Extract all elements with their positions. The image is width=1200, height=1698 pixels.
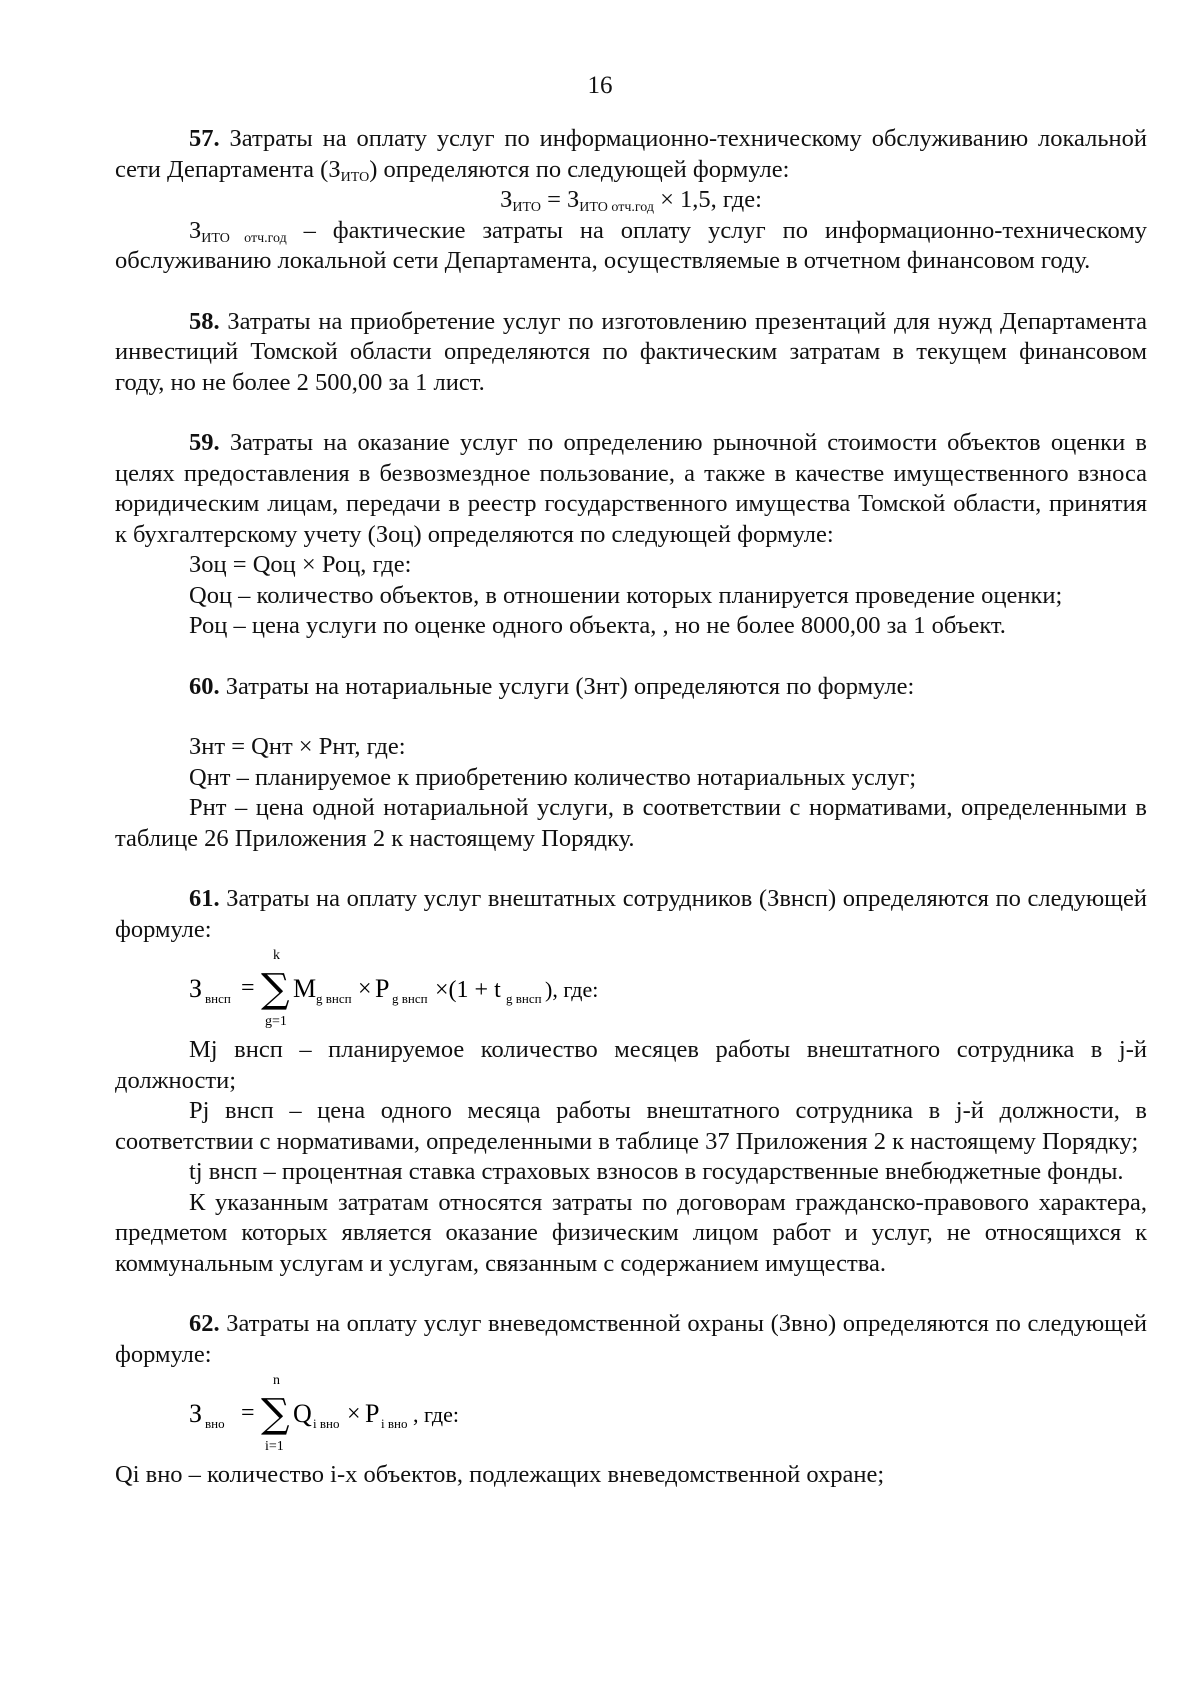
- f62-upper: n: [273, 1373, 280, 1388]
- s57-intro-sub: ИТО: [340, 169, 370, 185]
- f57-rhs-sub-a: ИТО: [579, 200, 608, 215]
- f62-lower: i=1: [265, 1439, 284, 1454]
- f62-z-sub: вно: [205, 1416, 225, 1431]
- note-61: К указанным затратам относятся затраты по договорам гражданско-правового характера, предметом которых является оказание физическим лицом работ и услуг, не относящихся к коммунальным услугам и услугам, связанным с содержанием имущества.: [115, 1188, 1147, 1277]
- item-number-62: 62.: [189, 1310, 220, 1337]
- f61-p: P: [375, 974, 390, 1003]
- f62-equals: =: [241, 1400, 255, 1426]
- item-number-57: 57.: [189, 125, 220, 152]
- spacer: [115, 1279, 1147, 1309]
- f61-m: M: [293, 974, 317, 1003]
- formula-59: Зоц = Qоц × Роц, где:: [189, 551, 412, 578]
- s58-text: Затраты на приобретение услуг по изготовлению презентаций для нужд Департамента инвестиций Томской области определяются по фактическим затратам в текущем финансовом году, но не более 2 500,00 за 1 лист.: [115, 307, 1148, 396]
- definition-60-q: Qнт – планируемое к приобретению количество нотариальных услуг;: [189, 763, 917, 791]
- definition-59-p: Роц – цена услуги по оценке одного объекта, , но не более 8000,00 за 1 объект.: [189, 612, 1006, 639]
- f62-q-sub: i вно: [313, 1416, 340, 1431]
- document-body: [115, 124, 1147, 1491]
- paragraph-59: [115, 428, 1147, 550]
- spacer: [115, 398, 1147, 428]
- d57-sub-b: отч.год: [229, 230, 287, 246]
- definition-57: [115, 216, 1147, 277]
- s59-text: Затраты на оказание услуг по определению рыночной стоимости объектов оценки в целях предоставления в безвозмездное пользование, а также в качестве имущественного взноса юридическим лицам, передачи в реестр государственного имущества Томской области, принятия к бухгалтерскому учету (Зоц) определяются по следующей формуле:: [115, 429, 1147, 548]
- sum-icon: ∑: [261, 966, 290, 1012]
- formula-61: [115, 945, 1147, 1035]
- paragraph-57: [115, 124, 1147, 185]
- f57-eq: = З: [540, 186, 580, 213]
- f57-rhs-sub: [579, 200, 654, 215]
- f62-times: ×: [347, 1401, 361, 1427]
- paragraph-61: [115, 884, 1147, 945]
- definition-59-q: Qоц – количество объектов, в отношении которых планируется проведение оценки;: [189, 581, 1063, 609]
- formula-61-svg: [189, 945, 689, 1035]
- f57-lhs: З: [500, 186, 513, 213]
- definition-61-m: Мj внсп – планируемое количество месяцев работы внештатного сотрудника в j-й должности;: [115, 1036, 1147, 1094]
- paragraph-60: [115, 672, 1147, 703]
- f62-p: P: [365, 1399, 380, 1428]
- definition-61-p: Рj внсп – цена одного месяца работы внештатного сотрудника в j-й должности, в соответствии с нормативами, определенными в таблице 37 Приложения 2 к настоящему Порядку;: [115, 1097, 1147, 1155]
- item-number-58: 58.: [189, 307, 220, 335]
- formula-62-svg: [189, 1370, 609, 1460]
- page-number: 16: [587, 72, 613, 99]
- d57-sub-a: ИТО: [201, 230, 230, 246]
- definition-60-p: Рнт – цена одной нотариальной услуги, в соответствии с нормативами, определенными в таблице 26 Приложения 2 к настоящему Порядку.: [115, 794, 1147, 852]
- f61-equals: =: [241, 975, 255, 1001]
- s60-text: Затраты на нотариальные услуги (Знт) определяются по формуле:: [225, 672, 915, 700]
- s57-intro: Затраты на оплату услуг по информационно-техническому обслуживанию локальной сети Департамента (З: [115, 125, 1148, 183]
- f57-tail: × 1,5, где:: [653, 186, 762, 213]
- spacer: [115, 702, 1147, 732]
- formula-62: [115, 1370, 1147, 1460]
- f62-p-sub: i вно: [381, 1416, 408, 1431]
- item-number-60: 60.: [189, 672, 220, 700]
- f57-lhs-sub: ИТО: [512, 200, 541, 215]
- f62-z: З: [189, 1399, 203, 1428]
- item-number-59: 59.: [189, 429, 220, 456]
- f62-q: Q: [293, 1399, 312, 1428]
- s61-text: Затраты на оплату услуг внештатных сотрудников (Звнсп) определяются по следующей формуле:: [115, 885, 1148, 943]
- spacer: [115, 854, 1147, 884]
- s62-text: Затраты на оплату услуг вневедомственной охраны (Звно) определяются по следующей формуле:: [115, 1310, 1147, 1368]
- s57-intro-end: ) определяются по следующей формуле:: [369, 155, 790, 183]
- sum-icon: ∑: [261, 1391, 290, 1437]
- f61-times1: ×: [358, 976, 372, 1002]
- f62-tail: , где:: [413, 1402, 459, 1427]
- formula-57: [115, 185, 1147, 216]
- f61-upper: k: [273, 948, 280, 963]
- d57-text: – фактические затраты на оплату услуг по информационно-техническому обслуживанию локальной сети Департамента, осуществляемые в отчетном финансовом году.: [115, 216, 1147, 274]
- f61-t-sub: g внсп: [506, 991, 542, 1006]
- spacer: [115, 277, 1147, 307]
- item-number-61: 61.: [189, 885, 220, 912]
- f61-lower: g=1: [265, 1014, 287, 1029]
- paragraph-58: [115, 307, 1147, 399]
- d57-sym: З: [189, 216, 202, 244]
- paragraph-62: [115, 1309, 1147, 1370]
- definition-61-t: tj внсп – процентная ставка страховых взносов в государственные внебюджетные фонды.: [189, 1158, 1124, 1185]
- d57-sub: [201, 231, 286, 246]
- f61-z: З: [189, 974, 203, 1003]
- f61-p-sub: g внсп: [392, 991, 428, 1006]
- f61-m-sub: g внсп: [316, 991, 352, 1006]
- formula-60: Знт = Qнт × Рнт, где:: [189, 733, 406, 760]
- f57-rhs-sub-b: отч.год: [607, 200, 654, 215]
- f61-z-sub: внсп: [205, 991, 231, 1006]
- f61-paren: ×(1 + t: [435, 977, 501, 1003]
- f61-tail: ), где:: [545, 977, 599, 1002]
- definition-62-q: Qi вно – количество i-х объектов, подлежащих вневедомственной охране;: [115, 1461, 885, 1488]
- spacer: [115, 642, 1147, 672]
